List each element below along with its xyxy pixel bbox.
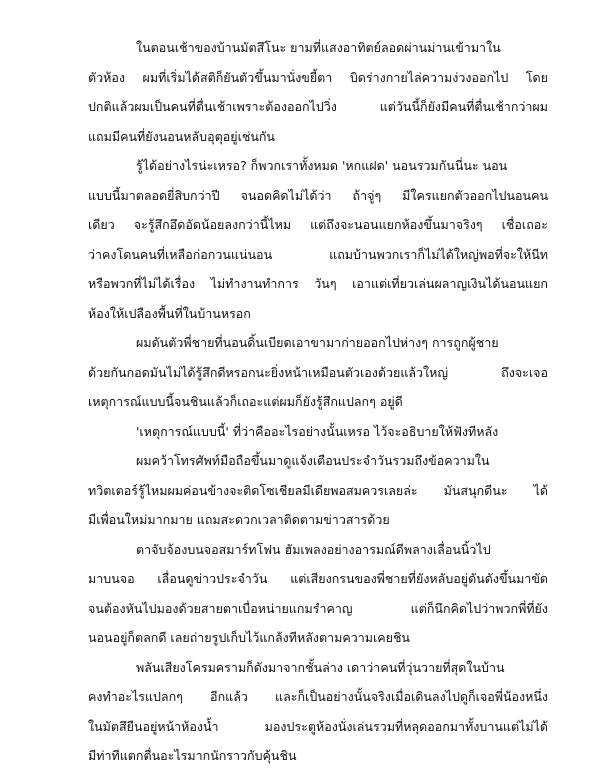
paragraph-2-line-3: เดียว จะรู้สึกอึดอัดน้อยลงกว่านี้ไหม แต่ถึงจะนอนแยกห้องขึ้นมาจริงๆ เชื่อเถอะ [88, 217, 548, 232]
paragraph-7-line-4: มีท่าทีแตกตื่นอะไรมากนักราวกับคุ้นชิน [88, 748, 297, 763]
paragraph-2-line-2: แบบนี้มาตลอดยี่สิบกว่าปี จนอดคิดไม่ได้ว่า ถ้าจู่ๆ มีใครแยกตัวออกไปนอนคน [88, 187, 548, 203]
paragraph-7-line-1: พลันเสียงโครมครามก็ดังมาจากชั้นล่าง เดาว่าคนที่วุ่นวายที่สุดในบ้าน [136, 659, 505, 675]
paragraph-6-line-4: นอนอยู่ก็ตลกดี เลยถ่ายรูปเก็บไว้แกล้งทีหลังตามความเคยชิน [88, 630, 410, 645]
paragraph-2-line-6: ห้องให้เปลืองพื้นที่ในบ้านหรอก [88, 305, 251, 321]
paragraph-1-line-4: แถมมีคนที่ยังนอนหลับอุตุอยู่เช่นกัน [88, 128, 275, 144]
paragraph-6-line-2: มาบนจอ เลื่อนดูข่าวประจำวัน แต่เสียงกรนของพี่ชายที่ยังหลับอยู่ดันดังขึ้นมาขัด [88, 571, 548, 586]
paragraph-5-line-3: มีเพื่อนใหม่มากมาย แถมสะดวกเวลาติดตามข่าวสารด้วย [88, 512, 390, 527]
paragraph-2-line-5: หรือพวกที่ไม่ได้เรื่อง ไม่ทำงานทำการ วันๆ เอาแต่เที่ยวเล่นผลาญเงินได้นอนแยก [88, 276, 548, 291]
paragraph-2-line-1: รู้ได้อย่างไรน่ะเหรอ? ก็พวกเราทั้งหมด 'หกแฝด' นอนรวมกันนี่นะ นอน [136, 158, 508, 173]
document-body [88, 33, 548, 771]
paragraph-7-line-3: ในมัตสึยืนอยู่หน้าห้องน้ำ มองประตูห้องนั่งเล่นรวมที่หลุดออกมาทั้งบานแต่ไม่ได้ [88, 718, 548, 734]
paragraph-5-line-2: ทวิตเตอร์รู้ไหมผมค่อนข้างจะติดโซเชียลมีเดียพอสมควรเลยล่ะ มันสนุกดีนะ ได้ [88, 482, 548, 498]
paragraph-4-line-1: 'เหตุการณ์แบบนี้' ที่ว่าคืออะไรอย่างนั้นเหรอ ไว้จะอธิบายให้ฟังทีหลัง [136, 423, 499, 439]
paragraph-7-line-2: คงทำอะไรแปลกๆ อีกแล้ว และก็เป็นอย่างนั้นจริงเมื่อเดินลงไปดูก็เจอพี่น้องหนึ่ง [88, 689, 548, 704]
paragraph-6-line-1: ตาจับจ้องบนจอสมาร์ทโฟน ฮัมเพลงอย่างอารมณ์ดีพลางเลื่อนนิ้วไป [136, 541, 491, 557]
paragraph-5-line-1: ผมคว้าโทรศัพท์มือถือขึ้นมาดูแจ้งเตือนประจำวันรวมถึงข้อความใน [136, 453, 490, 468]
paragraph-1-line-1: ในตอนเช้าของบ้านมัตสึโนะ ยามที่แสงอาทิตย์ลอดผ่านม่านเข้ามาใน [136, 40, 501, 55]
paragraph-1-line-3: ปกติแล้วผมเป็นคนที่ตื่นเช้าเพราะต้องออกไปวิ่ง แต่วันนี้ก็ยังมีคนที่ตื่นเช้ากว่าผม [88, 99, 548, 114]
paragraph-3-line-2: ด้วยกันกอดมันไม่ได้รู้สึกดีหรอกนะยิ่งหน้าเหมือนตัวเองด้วยแล้วใหญ่ ถึงจะเจอ [88, 364, 548, 380]
paragraph-1-line-2: ตัวห้อง ผมที่เริ่มได้สติก็ยันตัวขึ้นมานั่งขยี้ตา บิดร่างกายไล่ความง่วงออกไป โดย [88, 69, 548, 85]
paragraph-3-line-1: ผมดันตัวพี่ชายที่นอนดิ้นเบียดเอาขามาก่ายออกไปห่างๆ การถูกผู้ชาย [136, 335, 499, 350]
paragraph-2-line-4: ว่าคงโดนคนที่เหลือก่อกวนแน่นอน แถมบ้านพวกเราก็ไม่ได้ใหญ่พอที่จะให้นีท [88, 246, 548, 262]
paragraph-6-line-3: จนต้องหันไปมองด้วยสายตาเบื่อหน่ายแกมรำคาญ แต่ก็นึกคิดไปว่าพวกพี่ที่ยัง [88, 600, 548, 616]
paragraph-3-line-3: เหตุการณ์แบบนี้จนชินแล้วก็เถอะแต่ผมก็ยังรู้สึกแปลกๆ อยู่ดี [88, 394, 403, 409]
